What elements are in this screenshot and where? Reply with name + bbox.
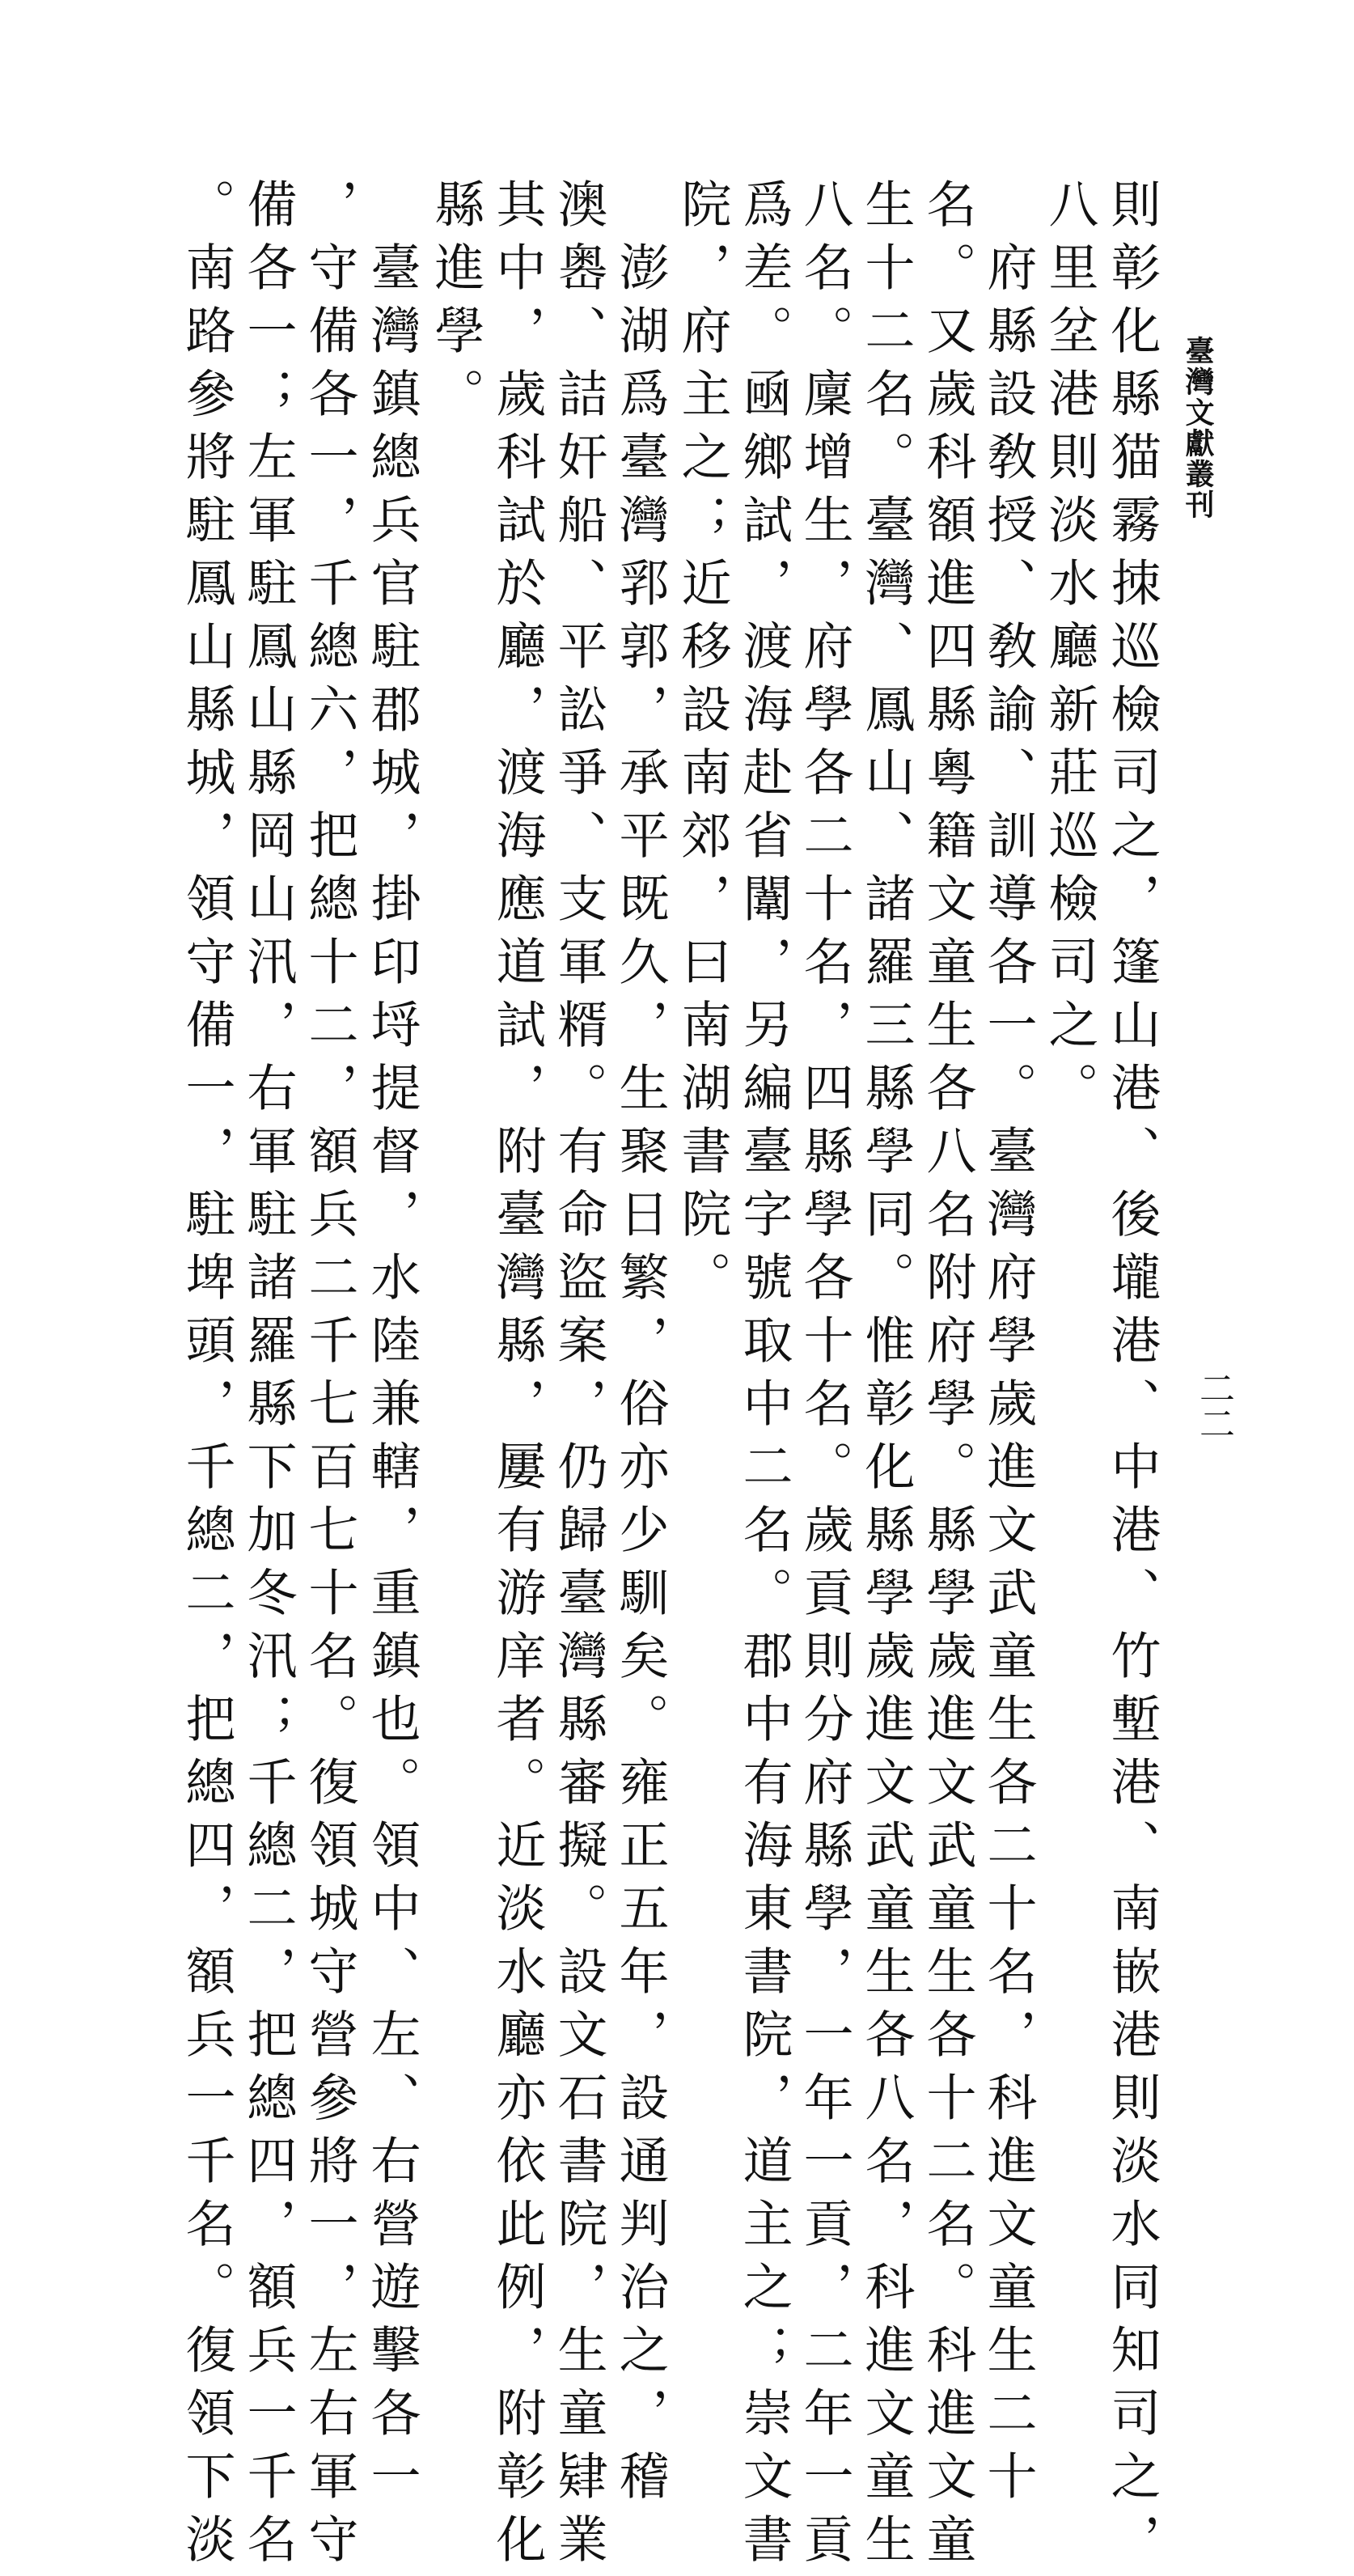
text-column-2: 八里坌港則淡水廳新莊巡檢司之。 — [1040, 178, 1099, 1125]
text-column-15: 備各一；左軍駐鳳山縣岡山汛，右軍駐諸羅縣下加冬汛；千總二，把總四，額兵一千名 — [239, 178, 298, 2576]
text-column-4: 名。又歲科額進四縣粵籍文童生各八名附府學。縣學歲進文武童生各十二名。科進文童 — [918, 178, 977, 2576]
text-column-9: 澎湖爲臺灣郛郭，承平既久，生聚日繁，俗亦少馴矣。雍正五年，設通判治之，稽 — [611, 241, 670, 2513]
running-header-title: 臺灣文獻叢刊 — [1181, 336, 1215, 520]
page-number: 二二 — [1193, 1370, 1234, 1441]
text-column-5: 生十二名。臺灣、鳳山、諸羅三縣學同。惟彰化縣學歲進文武童生各八名，科進文童生 — [857, 178, 916, 2576]
text-column-7: 爲差。凾鄉試，渡海赴省闈，另編臺字號取中二名。郡中有海東書院，道主之；崇文書 — [734, 178, 793, 2576]
text-column-10: 澳嶴、詰奸船、平訟爭、支軍糈。有命盜案，仍歸臺灣縣審擬。設文石書院，生童肄業 — [549, 178, 608, 2576]
text-column-6: 八名。廩增生，府學各二十名，四縣學各十名。歲貢則分府縣學，一年一貢，二年一貢 — [795, 178, 854, 2576]
text-column-1: 則彰化縣猫霧拺巡檢司之，篷山港、後壠港、中港、竹塹港、南嵌港則淡水同知司之， — [1102, 178, 1161, 2576]
text-column-11: 其中，歲科試於廳，渡海應道試，附臺灣縣，屢有游庠者。近淡水廳亦依此例，附彰化 — [488, 178, 547, 2576]
text-column-13: 臺灣鎮總兵官駐郡城，掛印埒提督，水陸兼轄，重鎮也。領中、左、右營遊擊各一 — [362, 241, 421, 2513]
text-column-14: ，守備各一，千總六，把總十二，額兵二千七百七十名。復領城守營參將一，左右軍守 — [300, 178, 359, 2576]
text-column-16: 。南路參將駐鳳山縣城，領守備一，駐埤頭，千總二，把總四，額兵一千名。復領下淡 — [177, 178, 236, 2576]
text-column-12: 縣進學。 — [426, 178, 485, 430]
text-column-8: 院，府主之；近移設南郊，曰南湖書院。 — [673, 178, 732, 1314]
text-column-3: 府縣設敎授、敎諭、訓導各一。臺灣府學歲進文武童生各二十名，科進文童生二十 — [979, 241, 1038, 2513]
